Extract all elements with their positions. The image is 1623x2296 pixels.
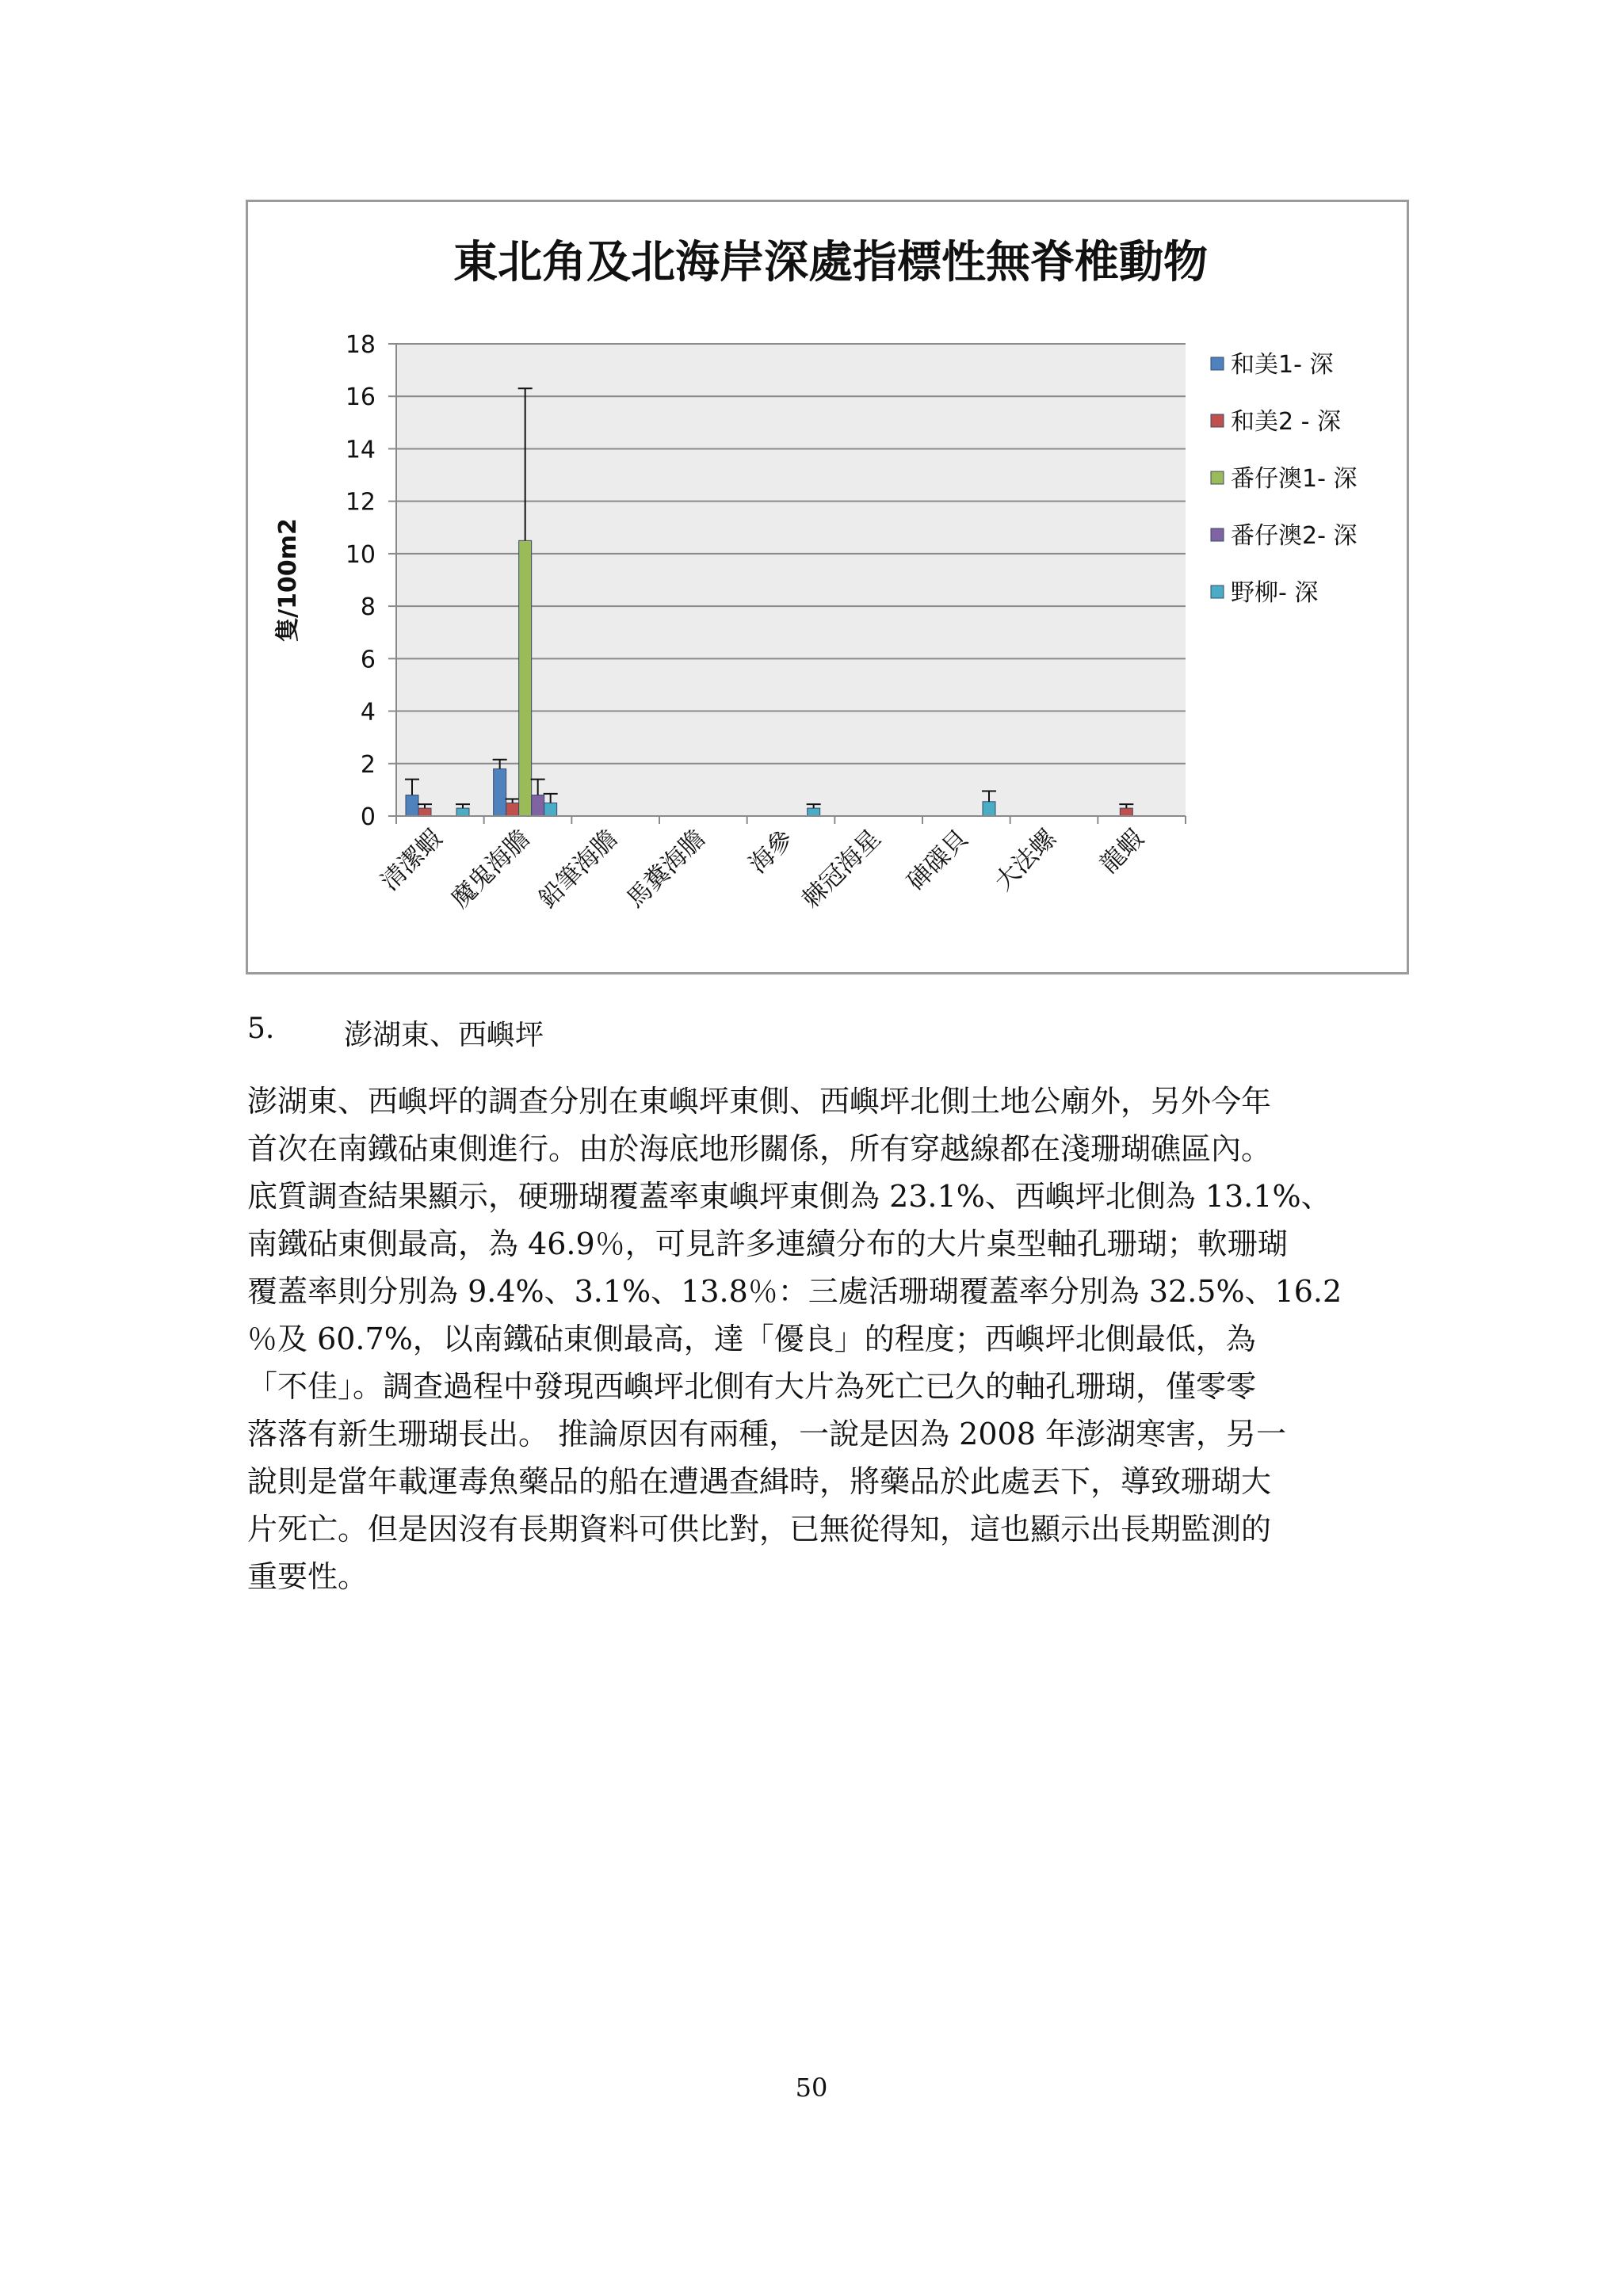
x-tick-label: 馬糞海膽 — [621, 824, 711, 914]
body-paragraph — [247, 1077, 1420, 1600]
y-tick-label: 18 — [345, 331, 376, 359]
x-tick-label: 硨磲貝 — [901, 824, 974, 897]
section-heading — [247, 1013, 544, 1053]
bar — [808, 808, 820, 816]
paragraph-line: ％及 60.7%，以南鐵砧東側最高，達「優良」的程度；西嶼坪北側最低，為 — [247, 1322, 1256, 1356]
legend-entry: 番仔澳2- 深 — [1231, 522, 1358, 550]
bar — [494, 769, 506, 816]
bar — [456, 808, 469, 816]
legend-entry: 番仔澳1- 深 — [1231, 465, 1358, 493]
legend-swatch — [1211, 357, 1224, 370]
y-tick-label: 16 — [345, 383, 376, 412]
x-tick-label: 鉛筆海膽 — [533, 824, 624, 914]
paragraph-line: 重要性。 — [247, 1559, 369, 1594]
plot-area — [396, 344, 1186, 816]
paragraph-line: 底質調查結果顯示，硬珊瑚覆蓋率東嶼坪東側為 23.1%、西嶼坪北側為 13.1%、 — [247, 1179, 1331, 1214]
chart-frame — [246, 200, 1409, 974]
y-tick-label: 0 — [360, 803, 376, 831]
y-tick-label: 2 — [360, 750, 376, 779]
bar — [519, 540, 532, 816]
bar — [418, 808, 431, 816]
bar — [506, 803, 519, 816]
y-tick-label: 6 — [360, 646, 376, 674]
bar — [983, 802, 995, 816]
x-tick-label: 清潔蝦 — [375, 824, 448, 897]
page-number: 50 — [795, 2073, 828, 2103]
bar — [532, 795, 544, 816]
paragraph-line: 說則是當年載運毒魚藥品的船在遭遇查緝時，將藥品於此處丟下，導致珊瑚大 — [247, 1464, 1272, 1499]
legend-swatch — [1211, 414, 1224, 427]
x-tick-label: 魔鬼海膽 — [445, 824, 536, 914]
y-tick-label: 8 — [360, 593, 376, 622]
paragraph-line: 澎湖東、西嶼坪的調查分別在東嶼坪東側、西嶼坪北側土地公廟外，另外今年 — [247, 1084, 1272, 1119]
x-tick-label: 棘冠海星 — [796, 824, 887, 914]
x-tick-label: 大法螺 — [989, 824, 1062, 897]
y-tick-label: 12 — [345, 488, 376, 517]
paragraph-line: 片死亡。但是因沒有長期資料可供比對，已無從得知，這也顯示出長期監測的 — [247, 1512, 1272, 1547]
y-tick-label: 10 — [345, 540, 376, 569]
paragraph-line: 南鐵砧東側最高，為 46.9％，可見許多連續分布的大片桌型軸孔珊瑚；軟珊瑚 — [247, 1226, 1288, 1261]
paragraph-line: 落落有新生珊瑚長出。 推論原因有兩種，一說是因為 2008 年澎湖寒害，另一 — [247, 1417, 1286, 1451]
legend-swatch — [1211, 471, 1224, 484]
bar-chart — [248, 202, 1407, 972]
bar — [1120, 808, 1132, 816]
paragraph-line: 「不佳」。調查過程中發現西嶼坪北側有大片為死亡已久的軸孔珊瑚，僅零零 — [247, 1369, 1257, 1404]
legend-entry: 和美2 - 深 — [1231, 408, 1341, 436]
paragraph-line: 覆蓋率則分別為 9.4%、3.1%、13.8％：三處活珊瑚覆蓋率分別為 32.5%、16.2 — [247, 1274, 1342, 1309]
legend-entry: 和美1- 深 — [1231, 351, 1334, 379]
x-tick-label: 龍蝦 — [1094, 824, 1150, 879]
chart-title: 東北角及北海岸深處指標性無脊椎動物 — [453, 237, 1208, 288]
bar — [544, 803, 557, 816]
legend-swatch — [1211, 585, 1224, 598]
y-tick-label: 14 — [345, 436, 376, 464]
y-tick-label: 4 — [360, 698, 376, 727]
section-number: 5. — [247, 1013, 275, 1045]
section-title: 澎湖東、西嶼坪 — [344, 1019, 544, 1051]
y-axis-label: 隻/100m2 — [274, 518, 302, 642]
bar — [406, 795, 418, 816]
legend-swatch — [1211, 528, 1224, 541]
x-tick-label: 海參 — [743, 824, 799, 879]
legend-entry: 野柳- 深 — [1231, 579, 1319, 607]
paragraph-line: 首次在南鐵砧東側進行。由於海底地形關係，所有穿越線都在淺珊瑚礁區內。 — [247, 1131, 1272, 1166]
